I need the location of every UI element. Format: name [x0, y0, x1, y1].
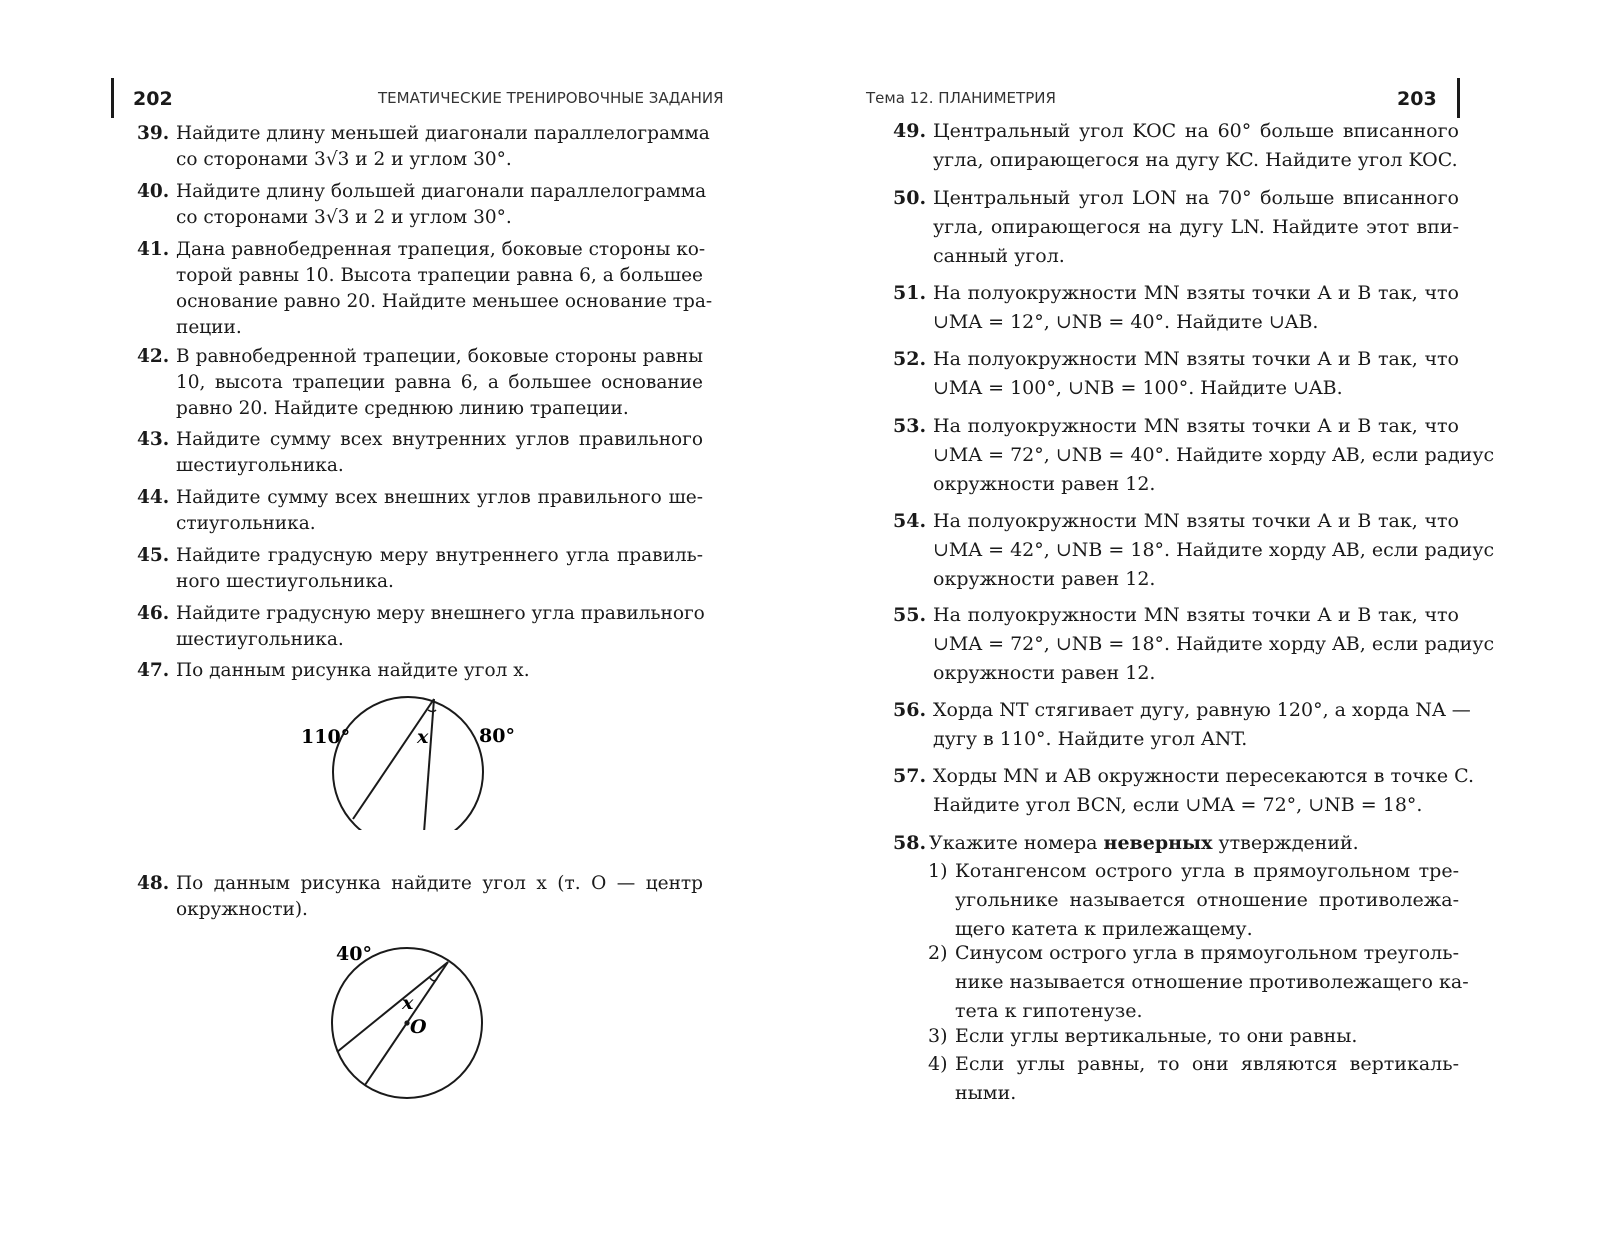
task-47: 47. По данным рисунка найдите угол x.	[137, 660, 530, 681]
arc-label-right: 80°	[479, 725, 515, 747]
angle-label: x	[417, 726, 429, 748]
chord-left	[353, 699, 434, 819]
task-57: 57. Хорды MN и AB окружности пересекаются в точке C. Найдите угол BCN, если ∪MA = 72°, ∪NB = 18°.	[893, 765, 1475, 816]
page-number: 203	[1397, 88, 1437, 110]
task-55: 55. На полуокружности MN взяты точки A и B так, что ∪MA = 72°, ∪NB = 18°. Найдите хорду AB, если радиус окружности равен 12.	[893, 604, 1495, 684]
right-page	[810, 0, 1620, 1258]
task-50: 50. Центральный угол LON на 70° больше вписанного угла, опирающегося на дугу LN. Найдите этот впи- санный угол.	[893, 187, 1459, 267]
task-40: 40. Найдите длину большей диагонали параллелограмма со сторонами 3√3 и 2 и углом 30°.	[137, 181, 707, 228]
chord-right	[423, 699, 434, 830]
header-rule	[111, 78, 114, 118]
statement-4: 4) Если углы равны, то они являются вертикаль- ными.	[928, 1053, 1459, 1104]
chord	[337, 962, 448, 1052]
right-header	[810, 78, 1620, 118]
task-53: 53. На полуокружности MN взяты точки A и B так, что ∪MA = 72°, ∪NB = 40°. Найдите хорду AB, если радиус окружности равен 12.	[893, 415, 1495, 495]
task-48: 48. По данным рисунка найдите угол x (т. O — центр окружности).	[137, 873, 703, 920]
task-41: 41. Дана равнобедренная трапеция, боковые стороны ко- торой равны 10. Высота трапеции равна 6, а большее основание равно 20. Найдите меньшее основание тра- пеции.	[137, 239, 713, 338]
task-49: 49. Центральный угол KOC на 60° больше вписанного угла, опирающегося на дугу KC. Найдите угол KOC.	[893, 120, 1459, 171]
center-point	[404, 1020, 409, 1025]
task-56: 56. Хорда NT стягивает дугу, равную 120°, а хорда NA — дугу в 110°. Найдите угол ANT.	[893, 699, 1471, 750]
angle-label: x	[402, 992, 414, 1014]
statement-3: 3) Если углы вертикальные, то они равны.	[928, 1025, 1358, 1047]
figure-47	[290, 690, 520, 830]
circle	[333, 697, 483, 830]
statement-2: 2) Синусом острого угла в прямоугольном треуголь- нике называется отношение противолежащего ка- тета к гипотенузе.	[928, 942, 1469, 1022]
page-title: Тема 12. ПЛАНИМЕТРИЯ	[866, 89, 1056, 107]
arc-label: 40°	[336, 943, 372, 965]
task-45: 45. Найдите градусную меру внутреннего угла правиль- ного шестиугольника.	[137, 545, 703, 592]
center-label: O	[410, 1016, 427, 1038]
angle-arc	[428, 710, 436, 712]
task-44: 44. Найдите сумму всех внешних углов правильного ше- стиугольника.	[137, 487, 703, 534]
task-46: 46. Найдите градусную меру внешнего угла правильного шестиугольника.	[137, 603, 705, 650]
task-52: 52. На полуокружности MN взяты точки A и B так, что ∪MA = 100°, ∪NB = 100°. Найдите ∪AB.	[893, 348, 1459, 399]
arc-label-left: 110°	[301, 726, 351, 748]
task-58: 58. Укажите номера неверных утверждений.	[893, 832, 1359, 854]
task-43: 43. Найдите сумму всех внутренних углов правильного шестиугольника.	[137, 429, 703, 476]
task-42: 42. В равнобедренной трапеции, боковые стороны равны 10, высота трапеции равна 6, а большее основание равно 20. Найдите среднюю линию трапеции.	[137, 346, 703, 419]
page-number: 202	[133, 88, 173, 110]
page-title: ТЕМАТИЧЕСКИЕ ТРЕНИРОВОЧНЫЕ ЗАДАНИЯ	[378, 89, 724, 107]
task-54: 54. На полуокружности MN взяты точки A и B так, что ∪MA = 42°, ∪NB = 18°. Найдите хорду AB, если радиус окружности равен 12.	[893, 510, 1495, 590]
task-39: 39. Найдите длину меньшей диагонали параллелограмма со сторонами 3√3 и 2 и углом 30°.	[137, 123, 710, 170]
header-rule	[1457, 78, 1460, 118]
figure-48	[320, 935, 500, 1105]
task-51: 51. На полуокружности MN взяты точки A и B так, что ∪MA = 12°, ∪NB = 40°. Найдите ∪AB.	[893, 282, 1459, 333]
left-header	[0, 78, 810, 118]
statement-1: 1) Котангенсом острого угла в прямоугольном тре- угольнике называется отношение противолежа- щего катета к прилежащему.	[928, 860, 1459, 940]
